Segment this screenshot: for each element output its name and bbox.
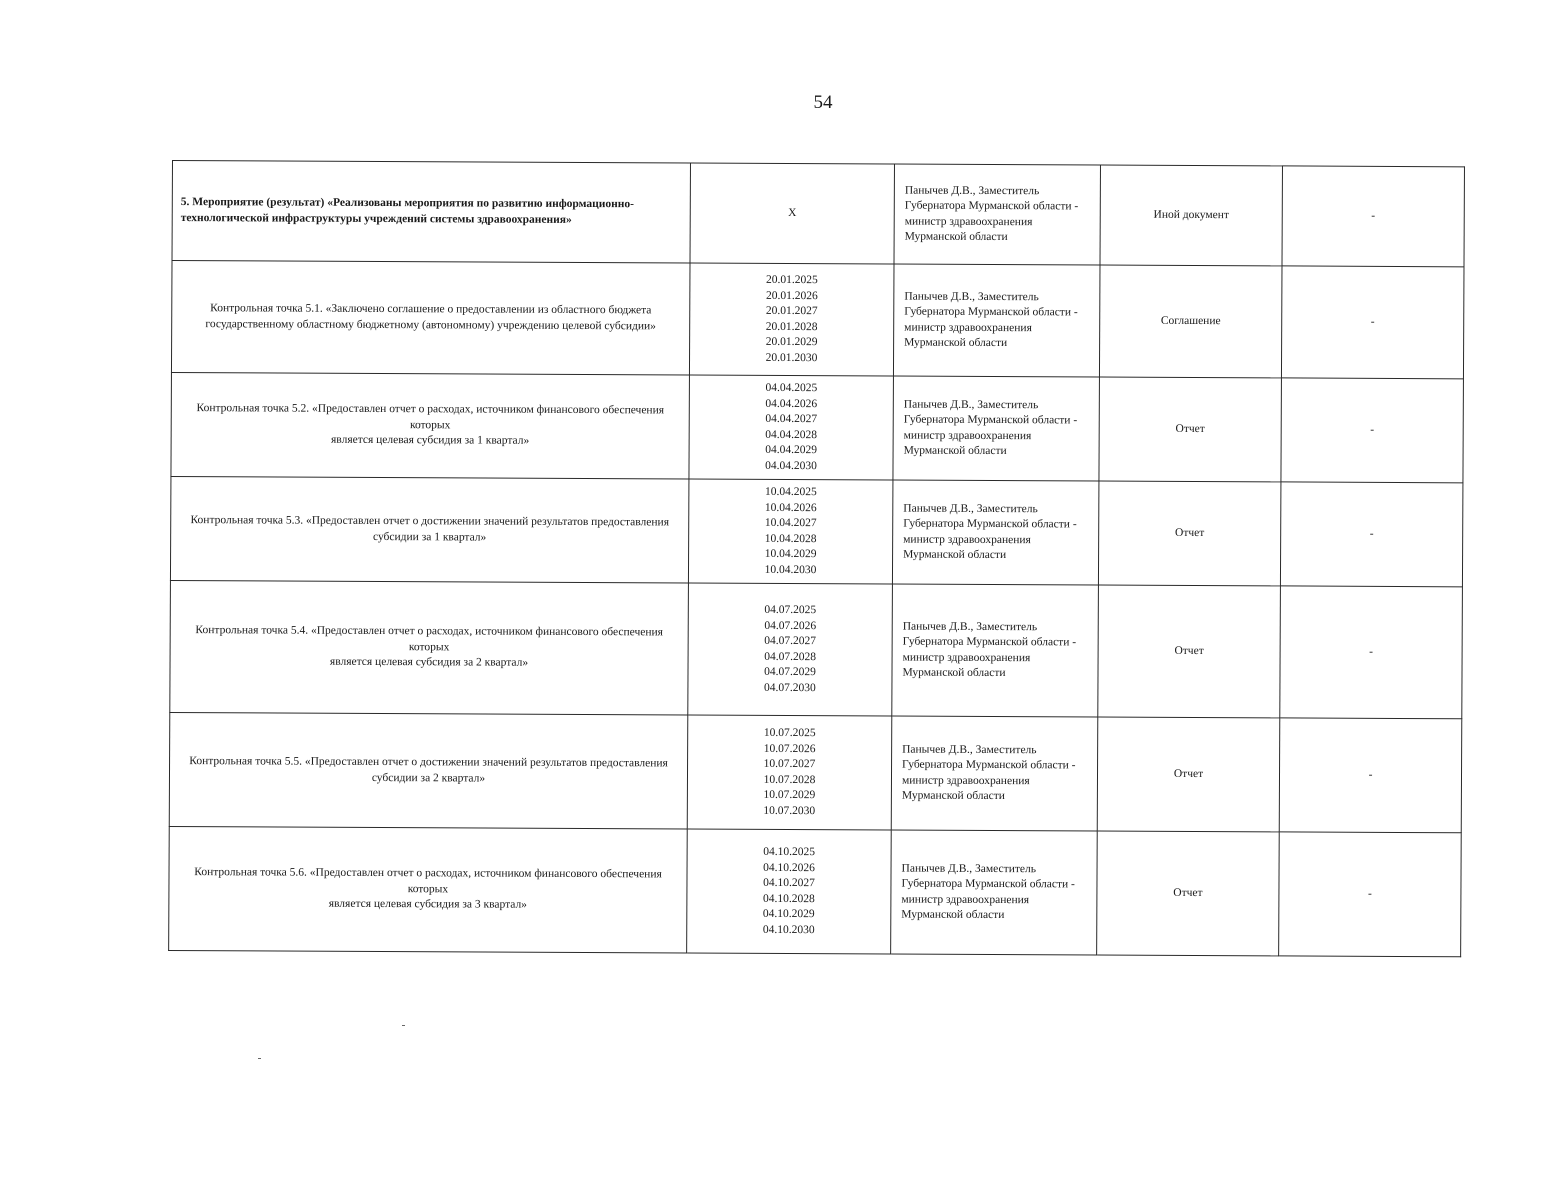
deadline-date: 04.07.2030 bbox=[764, 681, 816, 694]
document-type: Соглашение bbox=[1099, 265, 1282, 378]
control-point-cell bbox=[171, 372, 690, 479]
deadline-date: 04.04.2030 bbox=[765, 459, 817, 472]
document-type: Отчет bbox=[1098, 585, 1281, 718]
deadline-date: 10.07.2027 bbox=[763, 757, 816, 771]
control-points-table bbox=[168, 160, 1465, 957]
dates-cell bbox=[688, 479, 893, 584]
scan-speck bbox=[402, 1025, 405, 1026]
deadline-date: 04.04.2025 bbox=[765, 381, 818, 395]
info-system-cell: - bbox=[1280, 586, 1463, 719]
deadline-date: 04.04.2027 bbox=[765, 412, 818, 426]
deadline-date: 20.01.2030 bbox=[765, 351, 818, 364]
document-type: Отчет bbox=[1098, 481, 1281, 586]
deadline-date: 04.10.2029 bbox=[762, 907, 815, 921]
deadline-date: 10.04.2025 bbox=[764, 485, 817, 499]
deadline-date: 04.04.2026 bbox=[765, 397, 818, 410]
scan-speck bbox=[258, 1058, 261, 1059]
deadline-date: 20.01.2027 bbox=[765, 304, 818, 318]
deadline-date: 10.07.2028 bbox=[763, 773, 816, 786]
control-point-text: является целевая субсидия за 2 квартал» bbox=[329, 656, 529, 669]
deadline-date: 10.07.2029 bbox=[763, 788, 816, 802]
deadline-date: 20.01.2029 bbox=[765, 335, 818, 349]
dates-cell bbox=[689, 263, 894, 376]
deadline-date: 04.07.2025 bbox=[764, 603, 817, 617]
deadline-date: 20.01.2026 bbox=[765, 289, 818, 302]
control-point-cell bbox=[169, 712, 688, 829]
deadline-date: 10.07.2026 bbox=[763, 742, 816, 755]
info-system-cell: - bbox=[1279, 718, 1462, 833]
control-point-cell bbox=[171, 261, 690, 376]
deadline-date: 10.04.2026 bbox=[764, 501, 817, 514]
deadline-date: 04.10.2030 bbox=[762, 923, 815, 936]
control-point-cell bbox=[169, 826, 688, 953]
table-row bbox=[170, 476, 1462, 586]
deadline-date: 04.04.2028 bbox=[765, 428, 818, 441]
control-point-text: Контрольная точка 5.6. «Предоставлен отчет о расходах, источником финансового обеспечения которых bbox=[194, 866, 662, 896]
responsible-person: Панычев Д.В., Заместитель Губернатора Мурманской области - министр здравоохранения Мурманской области bbox=[892, 480, 1099, 585]
deadline-date: 20.01.2028 bbox=[765, 320, 818, 333]
deadline-date: X bbox=[788, 206, 797, 219]
deadline-date: 04.07.2027 bbox=[764, 634, 817, 648]
deadline-date: 04.10.2027 bbox=[763, 876, 815, 890]
control-point-text: Контрольная точка 5.1. «Заключено соглашение о предоставлении из областного бюджета государственному областному бюджетному (автономному) учреждению целевой субсидии» bbox=[205, 302, 656, 332]
info-system-cell: - bbox=[1281, 378, 1464, 483]
responsible-person: Панычев Д.В., Заместитель Губернатора Мурманской области - министр здравоохранения Мурманской области bbox=[891, 830, 1098, 955]
deadline-date: 04.07.2026 bbox=[764, 619, 817, 632]
dates-cell bbox=[688, 583, 893, 716]
deadline-date: 10.07.2025 bbox=[763, 726, 816, 740]
deadline-date: 04.07.2029 bbox=[764, 665, 816, 679]
deadline-date: 10.04.2030 bbox=[764, 563, 817, 576]
info-system-cell: - bbox=[1279, 832, 1462, 957]
document-type: Отчет bbox=[1097, 831, 1280, 956]
table-row bbox=[169, 826, 1462, 956]
control-point-text: Контрольная точка 5.5. «Предоставлен отчет о достижении значений результатов предоставления субсидии за 2 квартал» bbox=[189, 755, 668, 785]
responsible-person: Панычев Д.В., Заместитель Губернатора Мурманской области - министр здравоохранения Мурманской области bbox=[892, 584, 1099, 717]
table-row bbox=[172, 161, 1464, 267]
deadline-date: 10.04.2029 bbox=[764, 547, 817, 561]
deadline-date: 20.01.2025 bbox=[766, 273, 818, 287]
info-system-cell: - bbox=[1281, 266, 1464, 379]
deadline-date: 10.07.2030 bbox=[763, 804, 816, 817]
control-point-text: является целевая субсидия за 3 квартал» bbox=[328, 898, 527, 911]
responsible-person: Панычев Д.В., Заместитель Губернатора Мурманской области - министр здравоохранения Мурманской области bbox=[894, 164, 1100, 265]
control-point-text: Контрольная точка 5.4. «Предоставлен отчет о расходах, источником финансового обеспечения которых bbox=[195, 624, 663, 654]
control-point-cell bbox=[170, 580, 689, 715]
deadline-date: 04.10.2028 bbox=[762, 892, 815, 905]
deadline-date: 04.04.2029 bbox=[765, 443, 817, 457]
control-point-text: Контрольная точка 5.2. «Предоставлен отчет о расходах, источником финансового обеспечения которых bbox=[196, 402, 665, 432]
dates-cell bbox=[687, 715, 892, 830]
responsible-person: Панычев Д.В., Заместитель Губернатора Мурманской области - министр здравоохранения Мурманской области bbox=[893, 264, 1100, 377]
page-number: 54 bbox=[813, 92, 833, 113]
deadline-date: 04.07.2028 bbox=[764, 650, 816, 663]
dates-cell bbox=[689, 375, 894, 480]
control-point-text: является целевая субсидия за 1 квартал» bbox=[330, 434, 530, 447]
document-type: Иной документ bbox=[1100, 165, 1282, 266]
control-point-text: Контрольная точка 5.3. «Предоставлен отчет о достижении значений результатов предоставления субсидии за 1 квартал» bbox=[190, 514, 670, 544]
table-row bbox=[169, 712, 1462, 832]
info-system-cell: - bbox=[1280, 482, 1463, 587]
control-point-cell bbox=[170, 476, 689, 583]
responsible-person: Панычев Д.В., Заместитель Губернатора Мурманской области - министр здравоохранения Мурманской области bbox=[891, 716, 1098, 831]
responsible-person: Панычев Д.В., Заместитель Губернатора Мурманской области - министр здравоохранения Мурманской области bbox=[893, 376, 1100, 481]
deadline-date: 10.04.2027 bbox=[764, 516, 817, 530]
dates-cell bbox=[687, 829, 892, 954]
deadline-date: 04.10.2025 bbox=[763, 845, 816, 859]
document-type: Отчет bbox=[1097, 717, 1280, 832]
deadline-date: 04.10.2026 bbox=[763, 861, 815, 874]
table-row bbox=[171, 372, 1463, 482]
dates-cell bbox=[690, 163, 894, 264]
table-body bbox=[169, 161, 1465, 957]
info-system-cell: - bbox=[1282, 166, 1464, 267]
deadline-date: 10.04.2028 bbox=[764, 532, 817, 545]
activity-title-cell bbox=[172, 161, 690, 264]
table-row bbox=[170, 580, 1463, 718]
table-row bbox=[171, 261, 1464, 379]
document-type: Отчет bbox=[1099, 377, 1282, 482]
control-point-text: 5. Мероприятие (результат) «Реализованы мероприятия по развитию информационно-технологической инфраструктуры учреждений системы здравоохранения» bbox=[180, 196, 635, 226]
